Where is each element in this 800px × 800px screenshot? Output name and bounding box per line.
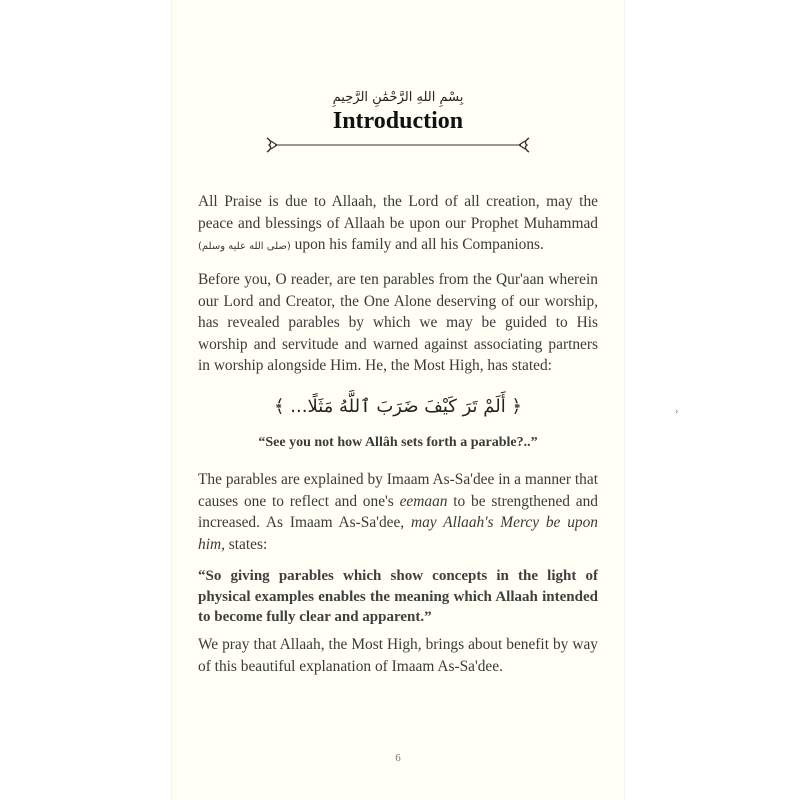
page-title: Introduction xyxy=(332,108,464,134)
paragraph-closing: We pray that Allaah, the Most High, brings about benefit by way of this beautiful explanation of Imaam As-Sa'dee. xyxy=(198,636,598,675)
paragraph-intro xyxy=(198,191,598,258)
paragraph-explanation-mid: to be strengthened and increased. As Imaam As-Sa'dee, xyxy=(198,492,598,531)
margin-mark: › xyxy=(675,406,679,417)
book-page xyxy=(172,0,679,800)
basmala: بِسْمِ اللهِ الرَّحْمَٰنِ الرَّحِيمِ xyxy=(332,90,464,105)
paragraph-intro-end: upon his family and all his Companions. xyxy=(294,236,544,253)
quran-verse-translation: “See you not how Allâh sets forth a parable?..” xyxy=(258,435,538,450)
block-quote: “So giving parables which show concepts in the light of physical examples enables the meaning which Allaah intended to become fully clear and apparent.” xyxy=(198,568,598,625)
page-number: 6 xyxy=(395,752,401,764)
paragraph-intro-text: All Praise is due to Allaah, the Lord of all creation, may the peace and blessings of Allaah be upon our Prophet Muhammad xyxy=(198,193,598,232)
paragraph-parables: Before you, O reader, are ten parables from the Qur'aan wherein our Lord and Creator, the One Alone deserving of our worship, has revealed parables by which we may be guided to His worship and servitude and warned against associating partners in worship alongside Him. He, the Most High, has stated: xyxy=(198,271,598,374)
paragraph-explanation-start: The parables are explained by Imaam As-Sa'dee in a manner that causes one to reflect and one's xyxy=(198,471,598,510)
ornamental-divider xyxy=(265,134,531,156)
eemaan-term: eemaan xyxy=(399,492,448,510)
honorific-phrase: may Allaah's Mercy be upon him, xyxy=(198,514,598,553)
paragraph-explanation xyxy=(198,469,598,555)
salawat-text: (صلى الله عليه وسلم) xyxy=(198,241,291,252)
quran-verse-arabic: ﴿ أَلَمْ تَرَ كَيْفَ ضَرَبَ ٱللَّهُ مَثَلًا... ﴾ xyxy=(274,396,522,417)
paragraph-explanation-end: states: xyxy=(228,535,268,553)
